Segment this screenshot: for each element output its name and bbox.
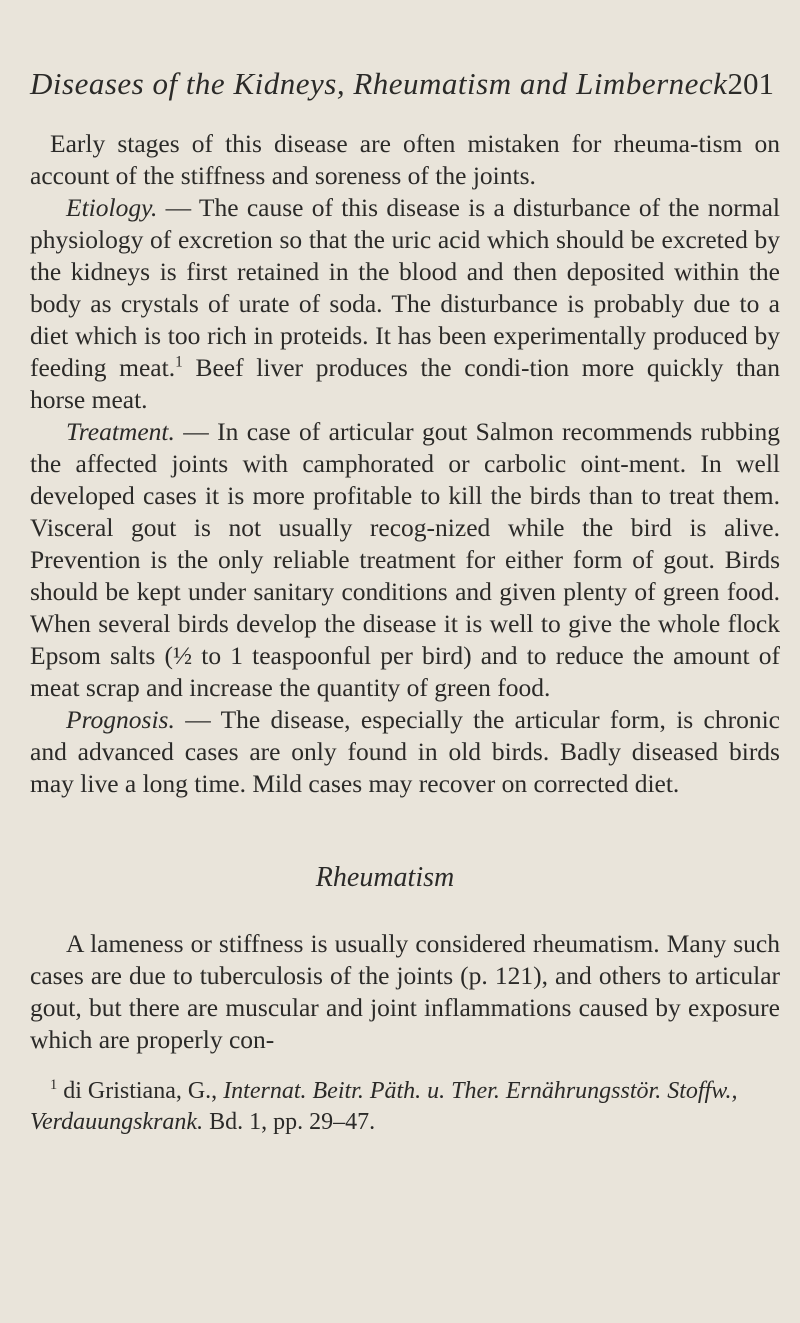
prognosis-paragraph <box>30 704 780 800</box>
intro-paragraph <box>30 128 780 192</box>
etiology-text: — The cause of this disease is a disturbance of the normal physiology of excretion so that the uric acid which should be excreted by the kidneys is first retained in the blood and then deposited within the body as crystals of urate of soda. The disturbance is probably due to a diet which is too rich in proteids. It has been experimentally produced by feeding meat. <box>30 193 780 382</box>
treatment-paragraph <box>30 416 780 704</box>
prognosis-label: Prognosis. <box>66 705 175 734</box>
body-text <box>30 128 780 1138</box>
footnote-citation: Bd. 1, pp. 29–47. <box>203 1109 376 1135</box>
rheumatism-text: A lameness or stiffness is usually considered rheumatism. Many such cases are due to tuberculosis of the joints (p. 121), and others to articular gout, but there are muscular and joint inflammations caused by exposure which are properly con- <box>30 929 780 1054</box>
footnote-reference[interactable]: 1 <box>175 353 183 371</box>
footnote-mark: 1 <box>50 1077 58 1093</box>
prognosis-text: — The disease, especially the articular form, is chronic and advanced cases are only found in old birds. Badly diseased birds may live a long time. Mild cases may recover on corrected diet. <box>30 705 780 798</box>
footnote <box>30 1076 780 1138</box>
intro-text: Early stages of this disease are often mistaken for rheuma-tism on account of the stiffness and soreness of the joints. <box>30 129 780 190</box>
etiology-paragraph <box>30 192 780 416</box>
treatment-label: Treatment. <box>66 417 175 446</box>
rheumatism-paragraph <box>30 928 780 1056</box>
etiology-text-continued: Beef liver produces the condi-tion more quickly than horse meat. <box>30 353 780 414</box>
footnote-journal-title: Internat. Beitr. Päth. u. Ther. Ernährungsstör. Stoffw., Verdauungskrank. <box>30 1078 738 1135</box>
chapter-title: Diseases of the Kidneys, Rheumatism and Limberneck <box>30 66 728 101</box>
treatment-text: — In case of articular gout Salmon recommends rubbing the affected joints with camphorated or carbolic oint-ment. In well developed cases it is more profitable to kill the birds than to treat them. Visceral gout is not usually recog-nized while the bird is alive. Prevention is the only reliable treatment for either form of gout. Birds should be kept under sanitary conditions and given plenty of green food. When several birds develop the disease it is well to give the whole flock Epsom salts (½ to 1 teaspoonful per bird) and to reduce the amount of meat scrap and increase the quantity of green food. <box>30 417 780 702</box>
section-heading: Rheumatism <box>315 862 455 893</box>
etiology-label: Etiology. <box>66 193 158 222</box>
running-head <box>30 64 780 104</box>
page-number: 201 <box>727 66 774 101</box>
footnote-text: di Gristiana, G., <box>57 1078 224 1104</box>
